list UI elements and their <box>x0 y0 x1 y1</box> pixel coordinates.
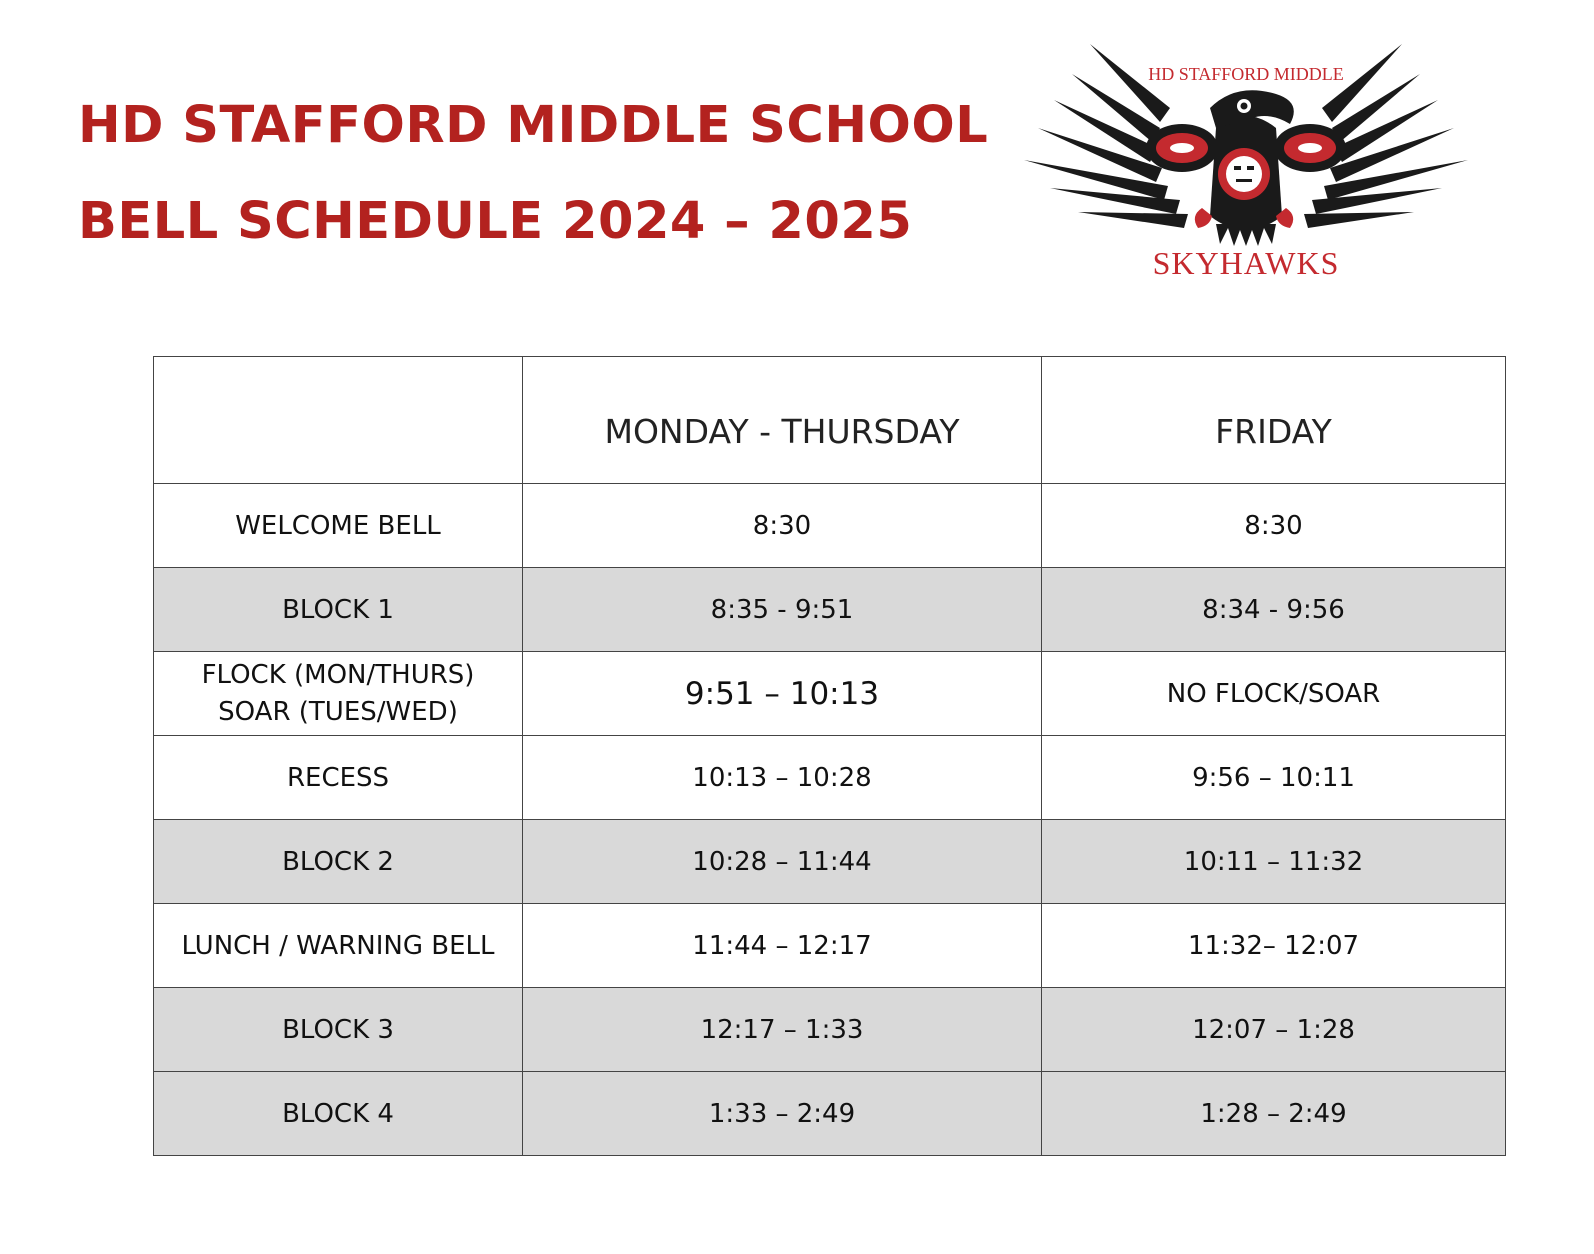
mon-thu-time: 8:30 <box>523 484 1042 568</box>
logo-bottom-text: SKYHAWKS <box>1152 245 1340 281</box>
period-label: BLOCK 1 <box>154 568 523 652</box>
period-label-line: SOAR (TUES/WED) <box>218 696 458 727</box>
friday-time: 9:56 – 10:11 <box>1042 736 1506 820</box>
table-row <box>154 1072 1506 1156</box>
table-row <box>154 820 1506 904</box>
table-row <box>154 568 1506 652</box>
table-row <box>154 736 1506 820</box>
mon-thu-time: 9:51 – 10:13 <box>523 652 1042 736</box>
table-row <box>154 988 1506 1072</box>
period-label: RECESS <box>154 736 523 820</box>
period-label: BLOCK 2 <box>154 820 523 904</box>
friday-time: 11:32– 12:07 <box>1042 904 1506 988</box>
friday-time: 12:07 – 1:28 <box>1042 988 1506 1072</box>
friday-time: 1:28 – 2:49 <box>1042 1072 1506 1156</box>
bell-schedule-table <box>153 356 1506 1156</box>
header-cell-blank <box>154 357 523 484</box>
mon-thu-time: 11:44 – 12:17 <box>523 904 1042 988</box>
header-cell-friday: FRIDAY <box>1042 357 1506 484</box>
table-row <box>154 904 1506 988</box>
table-row <box>154 484 1506 568</box>
page-subtitle: BELL SCHEDULE 2024 – 2025 <box>78 192 913 251</box>
friday-time: 10:11 – 11:32 <box>1042 820 1506 904</box>
period-label <box>154 652 523 736</box>
page-title: HD STAFFORD MIDDLE SCHOOL <box>78 96 989 155</box>
friday-time: 8:30 <box>1042 484 1506 568</box>
period-label: LUNCH / WARNING BELL <box>154 904 523 988</box>
period-label: BLOCK 4 <box>154 1072 523 1156</box>
table-header-row <box>154 357 1506 484</box>
mon-thu-time: 10:13 – 10:28 <box>523 736 1042 820</box>
mon-thu-time: 10:28 – 11:44 <box>523 820 1042 904</box>
period-label-line: FLOCK (MON/THURS) <box>201 660 475 691</box>
period-label: BLOCK 3 <box>154 988 523 1072</box>
logo-top-text: HD STAFFORD MIDDLE <box>1148 64 1344 84</box>
mon-thu-time: 1:33 – 2:49 <box>523 1072 1042 1156</box>
period-label: WELCOME BELL <box>154 484 523 568</box>
friday-time: NO FLOCK/SOAR <box>1042 652 1506 736</box>
table-row <box>154 652 1506 736</box>
school-logo <box>1020 38 1472 288</box>
header-cell-mon-thu: MONDAY - THURSDAY <box>523 357 1042 484</box>
mon-thu-time: 8:35 - 9:51 <box>523 568 1042 652</box>
mon-thu-time: 12:17 – 1:33 <box>523 988 1042 1072</box>
friday-time: 8:34 - 9:56 <box>1042 568 1506 652</box>
